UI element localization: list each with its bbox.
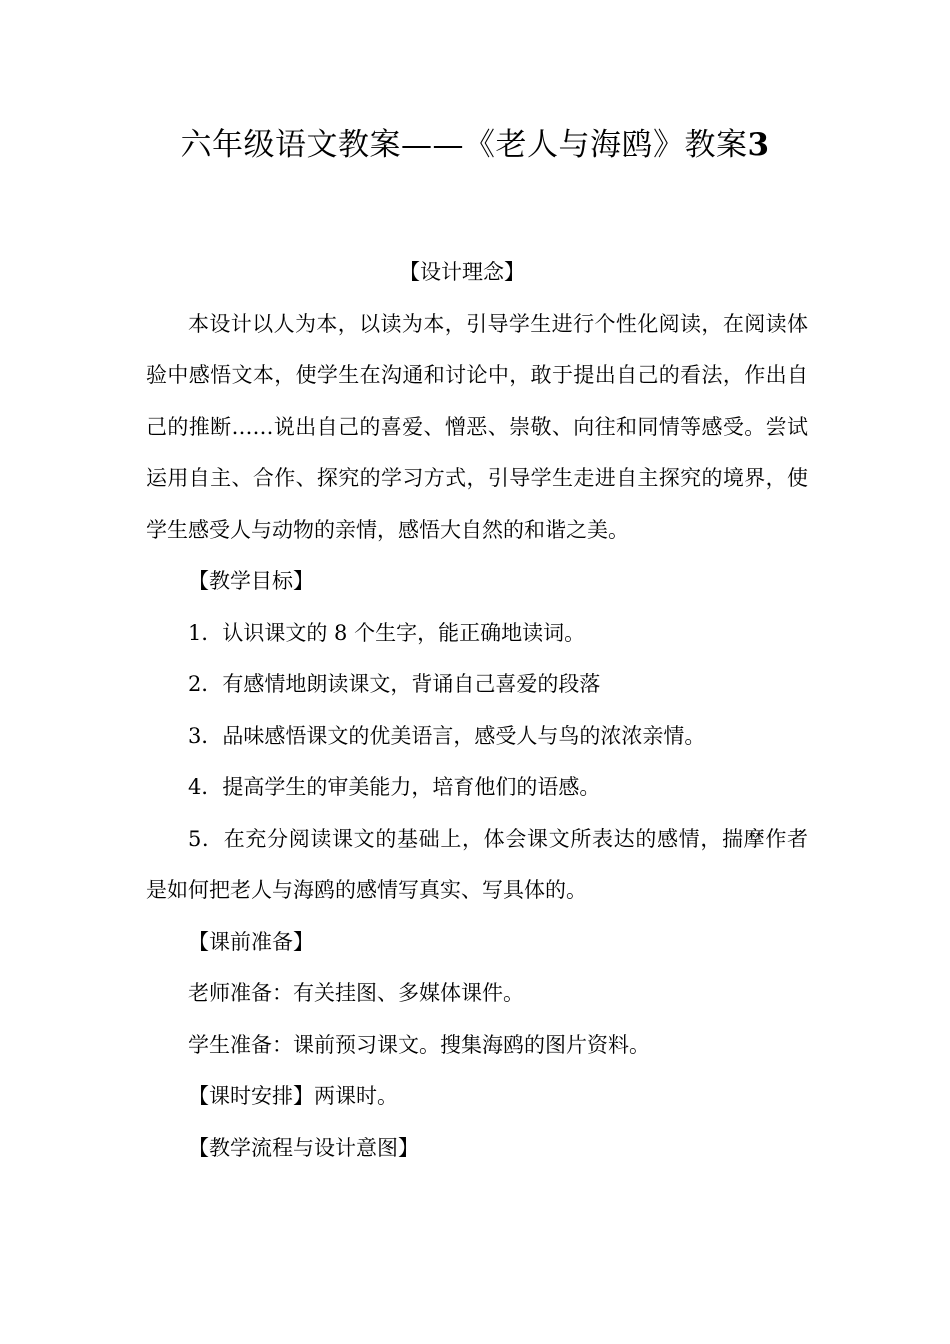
objective-item-1: 1．认识课文的 8 个生字，能正确地读词。 — [188, 620, 586, 645]
objective-item-5: 5．在充分阅读课文的基础上，体会课文所表达的感情，揣摩作者是如何把老人与海鸥的感情写真实、写具体的。 — [146, 826, 808, 902]
student-preparation: 学生准备：课前预习课文。搜集海鸥的图片资料。 — [188, 1032, 650, 1057]
document-title — [0, 122, 950, 168]
teacher-preparation: 老师准备：有关挂图、多媒体课件。 — [188, 981, 524, 1005]
title-number: 3 — [747, 127, 770, 163]
design-concept-heading: 【设计理念】 — [399, 260, 525, 284]
preparation-heading: 【课前准备】 — [188, 929, 314, 954]
title-main: 六年级语文教案——《老人与海鸥》教案 — [180, 127, 748, 163]
document-body — [146, 247, 808, 1174]
design-concept-paragraph: 本设计以人为本，以读为本，引导学生进行个性化阅读，在阅读体验中感悟文本，使学生在沟通和讨论中，敢于提出自己的看法，作出自己的推断……说出自己的喜爱、憎恶、崇敬、向往和同情等感受。尝试运用自主、合作、探究的学习方式，引导学生走进自主探究的境界，使学生感受人与动物的亲情，感悟大自然的和谐之美。 — [146, 311, 808, 542]
objective-item-2: 2．有感情地朗读课文，背诵自己喜爱的段落 — [188, 672, 601, 696]
objectives-heading: 【教学目标】 — [188, 569, 314, 593]
objective-item-4: 4．提高学生的审美能力，培育他们的语感。 — [188, 775, 601, 799]
schedule-line: 【课时安排】两课时。 — [188, 1084, 398, 1108]
flow-heading: 【教学流程与设计意图】 — [188, 1135, 419, 1160]
objective-item-3: 3．品味感悟课文的优美语言，感受人与鸟的浓浓亲情。 — [188, 723, 706, 748]
